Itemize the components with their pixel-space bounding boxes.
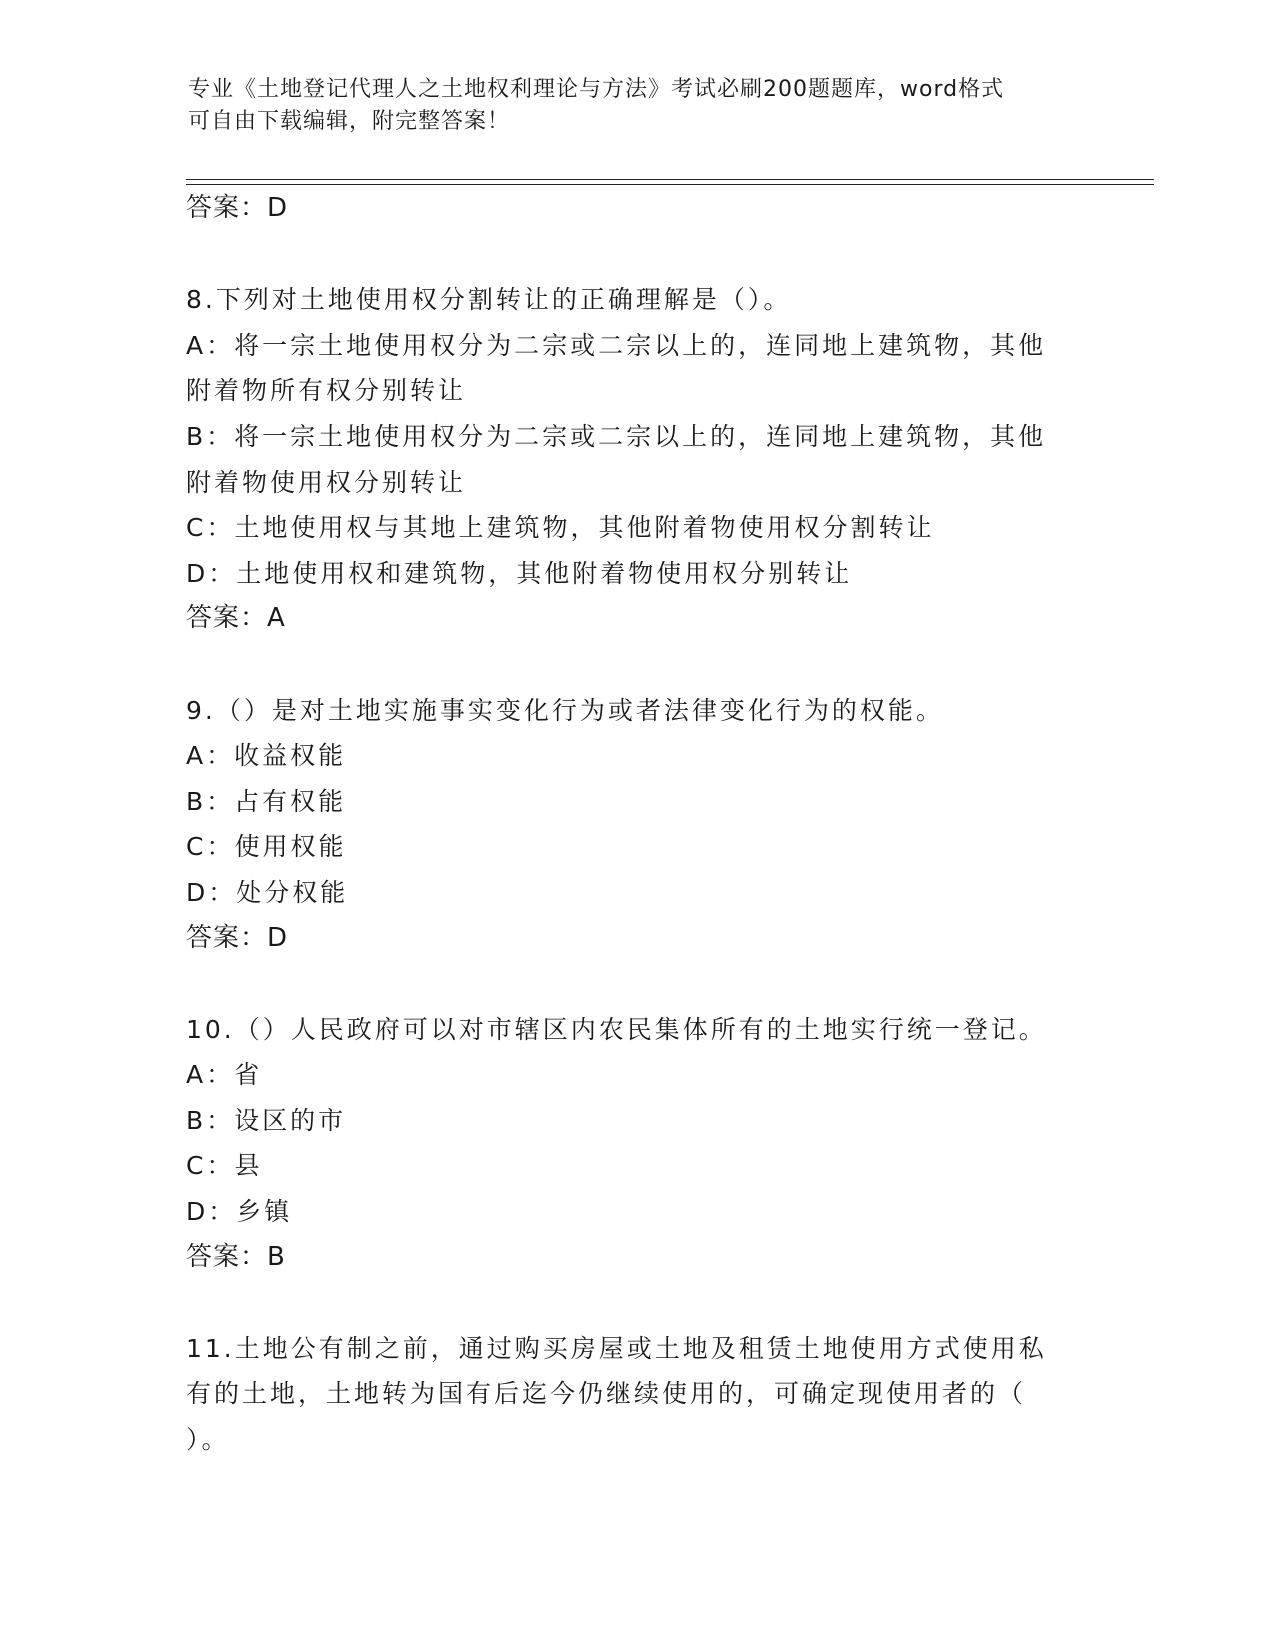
document-header <box>188 74 1068 138</box>
header-divider-top <box>186 179 1154 180</box>
previous-answer: 答案：D <box>186 193 289 223</box>
question-10 <box>186 1007 1086 1281</box>
question-9 <box>186 688 1086 962</box>
option-b-continued: 附着物使用权分别转让 <box>186 467 467 497</box>
option-a-continued: 附着物所有权分别转让 <box>186 376 467 406</box>
question-stem-continued: ）。 <box>186 1425 230 1455</box>
option-d: D：土地使用权和建筑物，其他附着物使用权分别转让 <box>186 558 853 588</box>
header-divider-bottom <box>186 184 1154 185</box>
question-stem-continued: 有的土地，土地转为国有后迄今仍继续使用的，可确定现使用者的（ <box>186 1379 1027 1409</box>
spacer <box>186 961 1086 1007</box>
option-b: B：将一宗土地使用权分为二宗或二宗以上的，连同地上建筑物，其他 <box>186 421 1047 451</box>
spacer <box>186 1280 1086 1326</box>
option-c: C：县 <box>186 1151 263 1181</box>
header-line-2: 可自由下载编辑，附完整答案！ <box>188 109 511 134</box>
spacer <box>186 642 1086 688</box>
answer: 答案：D <box>186 922 289 953</box>
option-d: D：处分权能 <box>186 877 349 907</box>
question-stem: 8.下列对土地使用权分割转让的正确理解是（）。 <box>186 285 792 315</box>
question-stem: 10.（）人民政府可以对市辖区内农民集体所有的土地实行统一登记。 <box>186 1014 1047 1044</box>
answer: 答案：A <box>186 603 286 634</box>
option-a: A：收益权能 <box>186 741 347 771</box>
question-8 <box>186 277 1086 642</box>
option-d: D：乡镇 <box>186 1197 293 1227</box>
answer: 答案：B <box>186 1241 286 1272</box>
option-a: A：将一宗土地使用权分为二宗或二宗以上的，连同地上建筑物，其他 <box>186 330 1047 360</box>
option-c: C：使用权能 <box>186 832 347 862</box>
question-stem: 9.（）是对土地实施事实变化行为或者法律变化行为的权能。 <box>186 695 944 725</box>
question-list <box>186 186 1086 1463</box>
option-a: A：省 <box>186 1060 263 1090</box>
question-stem: 11.土地公有制之前，通过购买房屋或土地及租赁土地使用方式使用私 <box>186 1333 1047 1363</box>
option-b: B：占有权能 <box>186 786 347 816</box>
spacer <box>186 232 1086 278</box>
header-line-1: 专业《土地登记代理人之土地权利理论与方法》考试必刷200题题库，word格式 <box>188 77 1005 102</box>
question-11 <box>186 1326 1086 1463</box>
option-b: B：设区的市 <box>186 1105 347 1135</box>
option-c: C：土地使用权与其地上建筑物，其他附着物使用权分割转让 <box>186 513 935 543</box>
